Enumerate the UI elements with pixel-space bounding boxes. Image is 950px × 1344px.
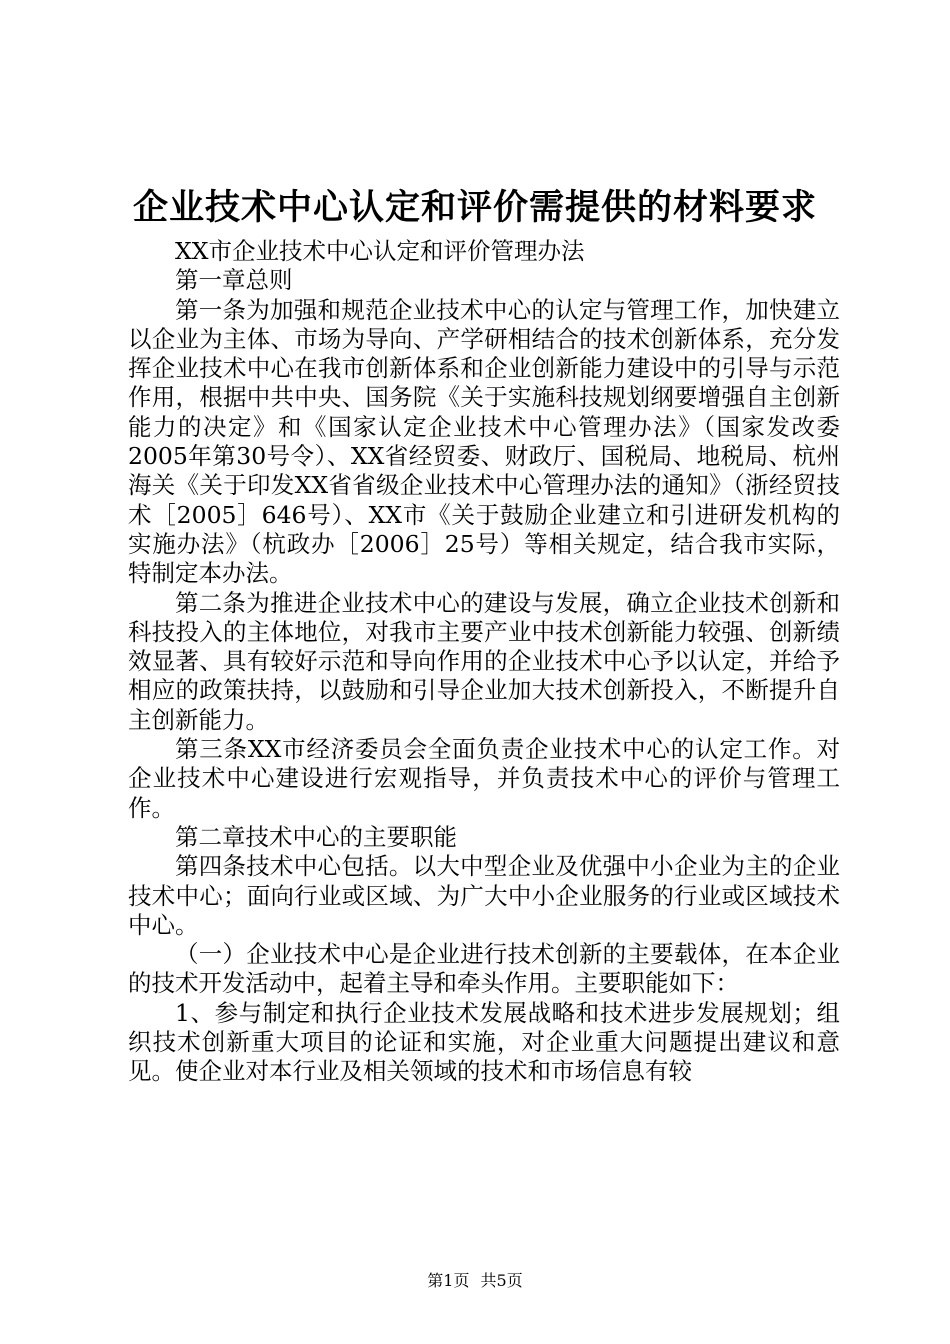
item-1: 1、参与制定和执行企业技术发展战略和技术进步发展规划；组织技术创新重大项目的论证和实施，对企业重大问题提出建议和意见。使企业对本行业及相关领域的技术和市场信息有较 — [128, 998, 840, 1086]
article-3: 第三条XX市经济委员会全面负责企业技术中心的认定工作。对企业技术中心建设进行宏观指导，并负责技术中心的评价与管理工作。 — [128, 735, 840, 822]
section-1: （一）企业技术中心是企业进行技术创新的主要载体，在本企业的技术开发活动中，起着主导和牵头作用。主要职能如下： — [128, 940, 840, 998]
article-1: 第一条为加强和规范企业技术中心的认定与管理工作，加快建立以企业为主体、市场为导向、产学研相结合的技术创新体系，充分发挥企业技术中心在我市创新体系和企业创新能力建设中的引导与示范作用，根据中共中央、国务院《关于实施科技规划纲要增强自主创新能力的决定》和《国家认定企业技术中心管理办法》（国家发改委2005年第30号令）、XX省经贸委、财政厅、国税局、地税局、杭州海关《关于印发XX省省级企业技术中心管理办法的通知》（浙经贸技术［2005］646号）、XX市《关于鼓励企业建立和引进研发机构的实施办法》（杭政办［2006］25号）等相关规定，结合我市实际，特制定本办法。 — [128, 295, 840, 588]
chapter-heading-1: 第一章总则 — [175, 266, 293, 295]
chapter-heading-2: 第二章技术中心的主要职能 — [175, 822, 457, 851]
page-total: 共5页 — [480, 1271, 523, 1290]
page-number: 第1页 — [427, 1271, 470, 1290]
document-title: 企业技术中心认定和评价需提供的材料要求 — [132, 187, 817, 228]
page-footer — [0, 1270, 950, 1292]
article-4: 第四条技术中心包括。以大中型企业及优强中小企业为主的企业技术中心；面向行业或区域、为广大中小企业服务的行业或区域技术中心。 — [128, 852, 840, 939]
document-subtitle: XX市企业技术中心认定和评价管理办法 — [175, 237, 585, 265]
article-2: 第二条为推进企业技术中心的建设与发展，确立企业技术创新和科技投入的主体地位，对我市主要产业中技术创新能力较强、创新绩效显著、具有较好示范和导向作用的企业技术中心予以认定，并给予相应的政策扶持，以鼓励和引导企业加大技术创新投入，不断提升自主创新能力。 — [128, 588, 840, 734]
document-body — [128, 237, 840, 1087]
